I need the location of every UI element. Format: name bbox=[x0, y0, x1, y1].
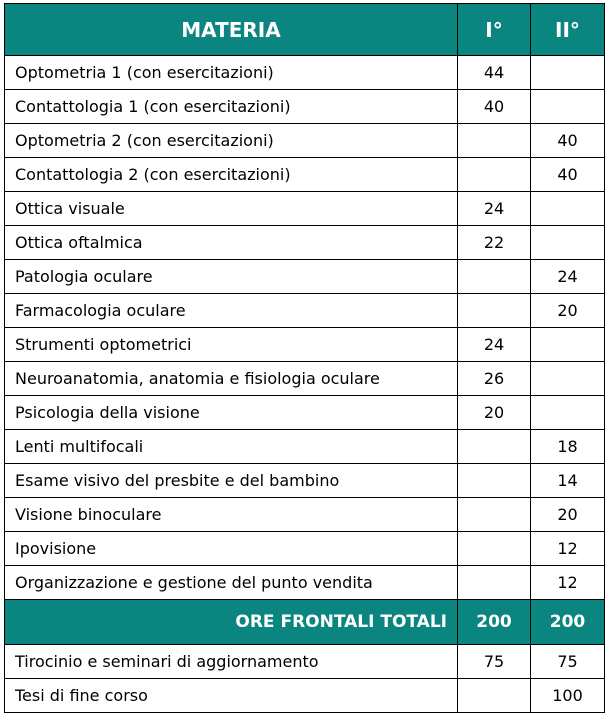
hours-year-2-cell bbox=[531, 56, 605, 90]
table-row bbox=[5, 464, 605, 498]
hours-year-1-cell: 40 bbox=[458, 90, 531, 124]
course-hours-table-container bbox=[4, 3, 604, 713]
table-row bbox=[5, 226, 605, 260]
header-materia: MATERIA bbox=[5, 4, 458, 56]
hours-year-2-cell bbox=[531, 328, 605, 362]
subject-cell: Esame visivo del presbite e del bambino bbox=[5, 464, 458, 498]
subject-cell: Farmacologia oculare bbox=[5, 294, 458, 328]
table-row bbox=[5, 294, 605, 328]
subject-cell: Neuroanatomia, anatomia e fisiologia oculare bbox=[5, 362, 458, 396]
subject-cell: Ottica visuale bbox=[5, 192, 458, 226]
hours-year-1-cell: 22 bbox=[458, 226, 531, 260]
hours-year-1-cell bbox=[458, 158, 531, 192]
hours-year-1-cell: 26 bbox=[458, 362, 531, 396]
hours-year-2-cell bbox=[531, 362, 605, 396]
subject-cell: Optometria 1 (con esercitazioni) bbox=[5, 56, 458, 90]
hours-year-2-cell: 12 bbox=[531, 566, 605, 600]
total-label: ORE FRONTALI TOTALI bbox=[5, 600, 458, 645]
hours-year-2-cell: 18 bbox=[531, 430, 605, 464]
hours-year-1-cell: 24 bbox=[458, 192, 531, 226]
table-row bbox=[5, 328, 605, 362]
hours-year-1-cell: 20 bbox=[458, 396, 531, 430]
hours-year-1-cell bbox=[458, 430, 531, 464]
header-row bbox=[5, 4, 605, 56]
hours-year-1-cell: 44 bbox=[458, 56, 531, 90]
hours-year-2-cell bbox=[531, 90, 605, 124]
subject-cell: Ottica oftalmica bbox=[5, 226, 458, 260]
table-row bbox=[5, 430, 605, 464]
hours-year-1-cell bbox=[458, 124, 531, 158]
table-row bbox=[5, 56, 605, 90]
hours-year-1-cell bbox=[458, 498, 531, 532]
hours-year-2-cell: 24 bbox=[531, 260, 605, 294]
table-row bbox=[5, 396, 605, 430]
total-row bbox=[5, 600, 605, 645]
hours-year-2-cell: 20 bbox=[531, 294, 605, 328]
hours-year-1-cell bbox=[458, 294, 531, 328]
hours-year-1-cell bbox=[458, 532, 531, 566]
hours-year-2-cell: 20 bbox=[531, 498, 605, 532]
hours-year-1-cell bbox=[458, 464, 531, 498]
table-row bbox=[5, 645, 605, 679]
hours-year-1-cell: 24 bbox=[458, 328, 531, 362]
hours-year-2-cell: 75 bbox=[531, 645, 605, 679]
subject-cell: Tirocinio e seminari di aggiornamento bbox=[5, 645, 458, 679]
table-row bbox=[5, 90, 605, 124]
subject-cell: Organizzazione e gestione del punto vendita bbox=[5, 566, 458, 600]
table-row bbox=[5, 158, 605, 192]
hours-year-2-cell: 12 bbox=[531, 532, 605, 566]
table-row bbox=[5, 566, 605, 600]
header-year-2: II° bbox=[531, 4, 605, 56]
hours-year-1-cell bbox=[458, 679, 531, 713]
subject-cell: Visione binoculare bbox=[5, 498, 458, 532]
hours-year-2-cell: 100 bbox=[531, 679, 605, 713]
hours-year-2-cell bbox=[531, 396, 605, 430]
table-row bbox=[5, 192, 605, 226]
hours-year-2-cell bbox=[531, 226, 605, 260]
table-row bbox=[5, 532, 605, 566]
table-row bbox=[5, 679, 605, 713]
course-hours-table bbox=[4, 3, 605, 713]
hours-year-1-cell: 75 bbox=[458, 645, 531, 679]
table-row bbox=[5, 498, 605, 532]
subject-cell: Contattologia 1 (con esercitazioni) bbox=[5, 90, 458, 124]
subject-cell: Strumenti optometrici bbox=[5, 328, 458, 362]
table-row bbox=[5, 260, 605, 294]
hours-year-2-cell: 40 bbox=[531, 158, 605, 192]
hours-year-2-cell bbox=[531, 192, 605, 226]
total-year-2: 200 bbox=[531, 600, 605, 645]
hours-year-1-cell bbox=[458, 260, 531, 294]
hours-year-1-cell bbox=[458, 566, 531, 600]
table-row bbox=[5, 124, 605, 158]
subject-cell: Patologia oculare bbox=[5, 260, 458, 294]
subject-cell: Contattologia 2 (con esercitazioni) bbox=[5, 158, 458, 192]
subject-cell: Tesi di fine corso bbox=[5, 679, 458, 713]
subject-cell: Psicologia della visione bbox=[5, 396, 458, 430]
table-row bbox=[5, 362, 605, 396]
hours-year-2-cell: 14 bbox=[531, 464, 605, 498]
header-year-1: I° bbox=[458, 4, 531, 56]
subject-cell: Ipovisione bbox=[5, 532, 458, 566]
hours-year-2-cell: 40 bbox=[531, 124, 605, 158]
subject-cell: Lenti multifocali bbox=[5, 430, 458, 464]
subject-cell: Optometria 2 (con esercitazioni) bbox=[5, 124, 458, 158]
total-year-1: 200 bbox=[458, 600, 531, 645]
